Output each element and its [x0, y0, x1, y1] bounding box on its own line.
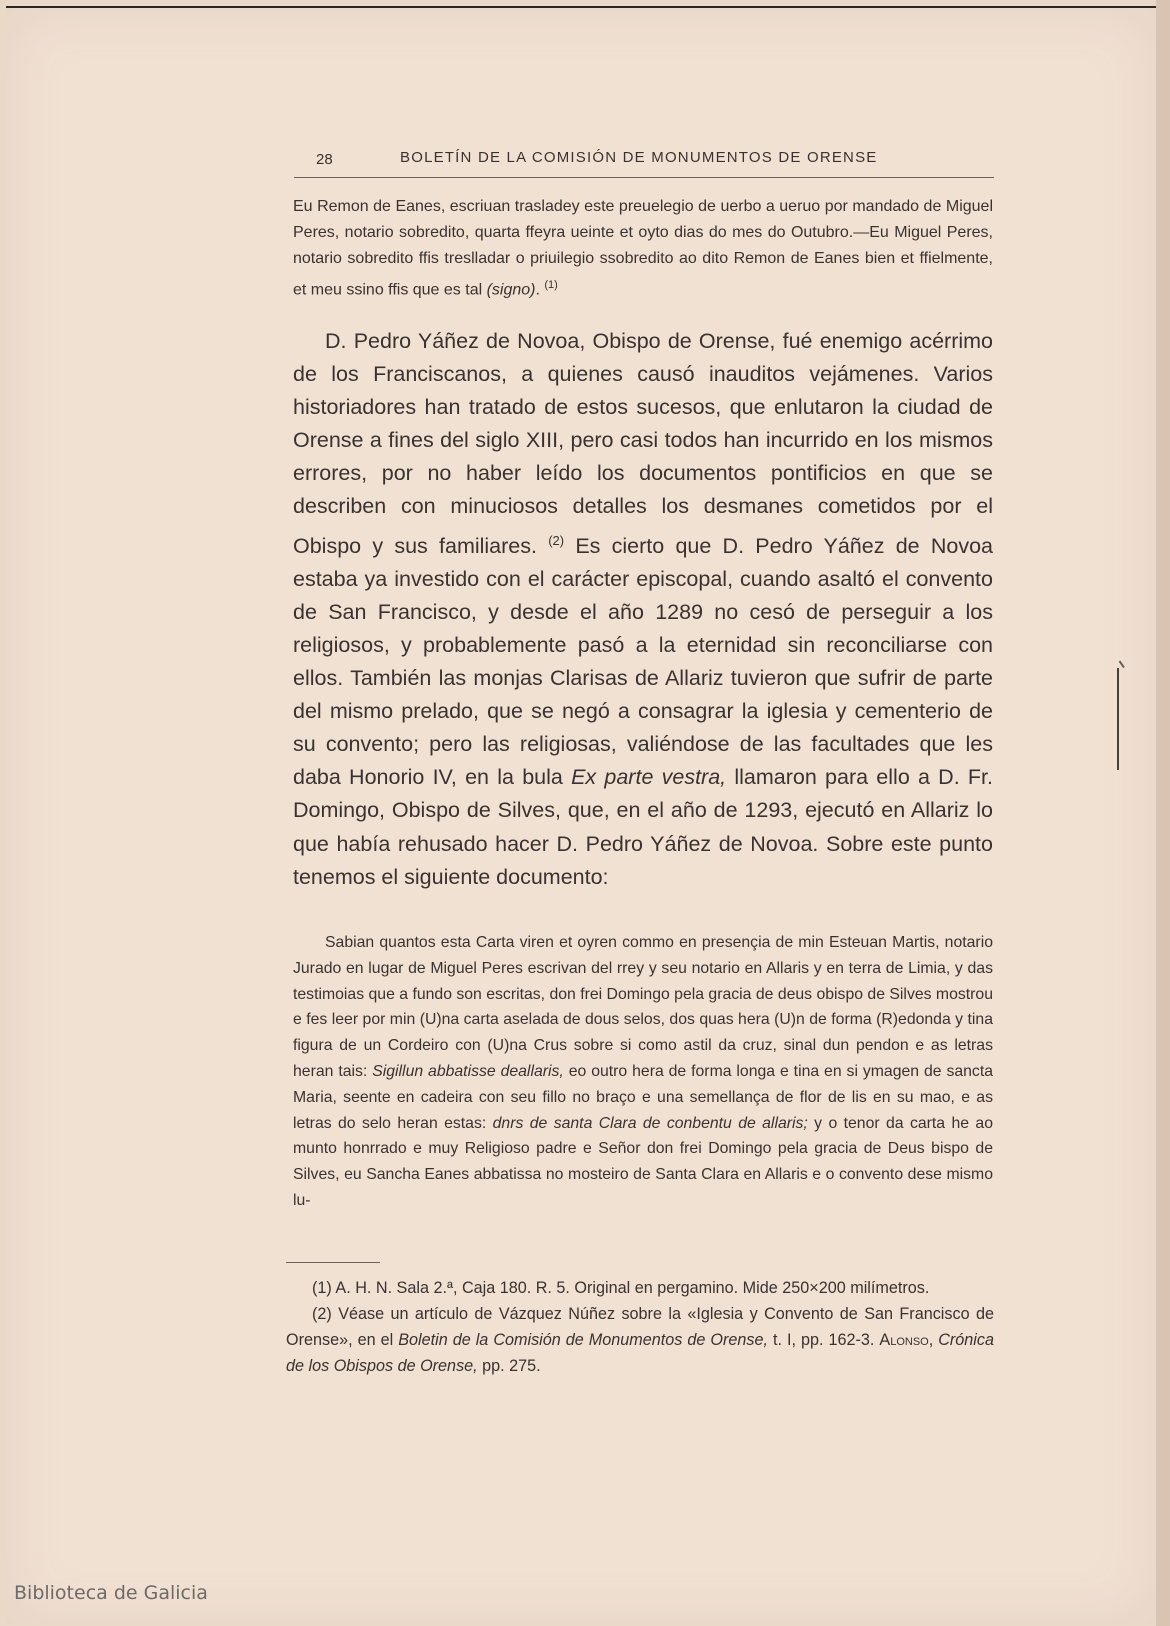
seal-inscription-2: dnrs de santa Clara de conbentu de allaris;	[492, 1114, 808, 1132]
footnotes	[286, 1275, 994, 1379]
footnote-2-cronica: Crónica de los Obispos de Orense,	[286, 1331, 995, 1375]
margin-line-mark	[1117, 668, 1119, 770]
closing-text: Eu Remon de Eanes, escriuan trasladey este preuelegio de uerbo a ueruo por mandado de Miguel Peres, notario sobredito, quarta ffeyra ueinte et oyto dias do mes do Outubro.—Eu Miguel Peres, notario sobredito ffis treslladar o priuilegio ssobredito ao dito Remon de Eanes bien et ffielmente, et meu ssino ffis que es tal	[293, 198, 993, 299]
quoted-document	[293, 930, 993, 1214]
footnote-2-text-a: Véase un artículo de Vázquez Núñez sobre la «Iglesia y Convento de San Francisco de Orense», en el	[286, 1305, 994, 1349]
footnote-1-number: (1)	[312, 1279, 332, 1297]
main-paragraph	[293, 325, 993, 894]
footnote-2-text-c: pp. 275.	[477, 1357, 541, 1375]
seal-inscription-1: Sigillun abbatisse deallaris,	[372, 1062, 564, 1080]
document-closing-paragraph: Eu Remon de Eanes, escriuan trasladey este preuelegio de uerbo a ueruo por mandado de Miguel Peres, notario sobredito, quarta ffeyra ueinte et oyto dias do mes do Outubro.—Eu Miguel Peres, notario sobredito ffis treslladar o priuilegio ssobredito ao dito Remon de Eanes bien et ffielmente, et meu ssino ffis que es tal (signo). $^{(1)}$	[293, 198, 993, 299]
main-text-1: D. Pedro Yáñez de Novoa, Obispo de Orense, fué enemigo acérrimo de los Franciscanos, a quienes causó inauditos vejámenes. Varios historiadores han tratado de estos sucesos, que enlutaron la ciudad de Orense a fines del siglo XIII, pero casi todos han incurrido en los mismos errores, por no haber leído los documentos pontificios en que se describen con minuciosos detalles los desmanes cometidos por el Obispo y sus familiares.	[293, 329, 993, 558]
main-text-2: Es cierto que D. Pedro Yáñez de Novoa estaba ya investido con el carácter episcopal, cuando asaltó el convento de San Francisco, y desde el año 1289 no cesó de perseguir a los religiosos, y probablemente pasó a la eternidad sin reconciliarse con ellos. También las monjas Clarisas de Allariz tuvieron que sufrir de parte del mismo prelado, que se negó a consagrar la iglesia y cementerio de su convento; pero las religiosas, valiéndose de las facultades que les daba Honorio IV, en la bula	[293, 533, 993, 790]
footnote-2-author: Alonso,	[879, 1331, 934, 1349]
signo: (signo)	[486, 281, 536, 299]
footnote-ref-2[interactable]: (2)	[548, 532, 565, 548]
bull-title: Ex parte vestra,	[571, 765, 727, 790]
library-watermark: Biblioteca de Galicia	[14, 1582, 208, 1604]
footnote-2-number: (2)	[312, 1305, 332, 1323]
running-head: BOLETÍN DE LA COMISIÓN DE MONUMENTOS DE ORENSE	[400, 149, 878, 166]
footnote-rule	[286, 1262, 380, 1263]
doc-text-1: Sabian quantos esta Carta viren et oyren commo en presençia de min Esteuan Martis, notario Jurado en lugar de Miguel Peres escrivan del rrey y seu notario en Allaris y en terra de Limia, y das testimoias que a fundo son escritas, don frei Domingo pela gracia de deus obispo de Silves mostrou e fes leer por min (U)na carta aselada de dous selos, dos quas hera (U)n de forma (R)edonda y tina figura de un Cordeiro con (U)na Crus sobre si como astil da cruz, sinal dun pendon e as letras heran tais:	[293, 934, 993, 1080]
page-header	[294, 143, 994, 178]
footnote-ref-1[interactable]: (1)	[544, 279, 558, 291]
footnote-1-text: A. H. N. Sala 2.ª, Caja 180. R. 5. Original en pergamino. Mide 250×200 milímetros.	[331, 1279, 930, 1297]
page-edge	[1156, 0, 1170, 1626]
footnote-1	[286, 1275, 994, 1301]
footnote-2-boletin: Boletin de la Comisión de Monumentos de Orense,	[398, 1331, 768, 1349]
page-number: 28	[316, 151, 333, 168]
doc-text-3: y o tenor da carta he ao munto honrrado e muy Religioso padre e Señor don frei Domingo pela gracia de Deus bispo de Silves, eu Sancha Eanes abbatissa no mosteiro de Santa Clara en Allaris e o convento dese mismo lu-	[293, 1114, 993, 1209]
main-text-3: llamaron para ello a D. Fr. Domingo, Obispo de Silves, que, en el año de 1293, ejecutó en Allariz lo que había rehusado hacer D. Pedro Yáñez de Novoa. Sobre este punto tenemos el siguiente documento:	[293, 765, 993, 889]
doc-text-2: eo outro hera de forma longa e tina en si ymagen de sancta Maria, seente en cadeira con seu fillo no braço e una semellança de flor de lis en su mao, e as letras do selo heran estas:	[293, 1062, 993, 1132]
footnote-2-text-b: t. I, pp. 162-3.	[767, 1331, 880, 1349]
footnote-2	[286, 1301, 994, 1379]
